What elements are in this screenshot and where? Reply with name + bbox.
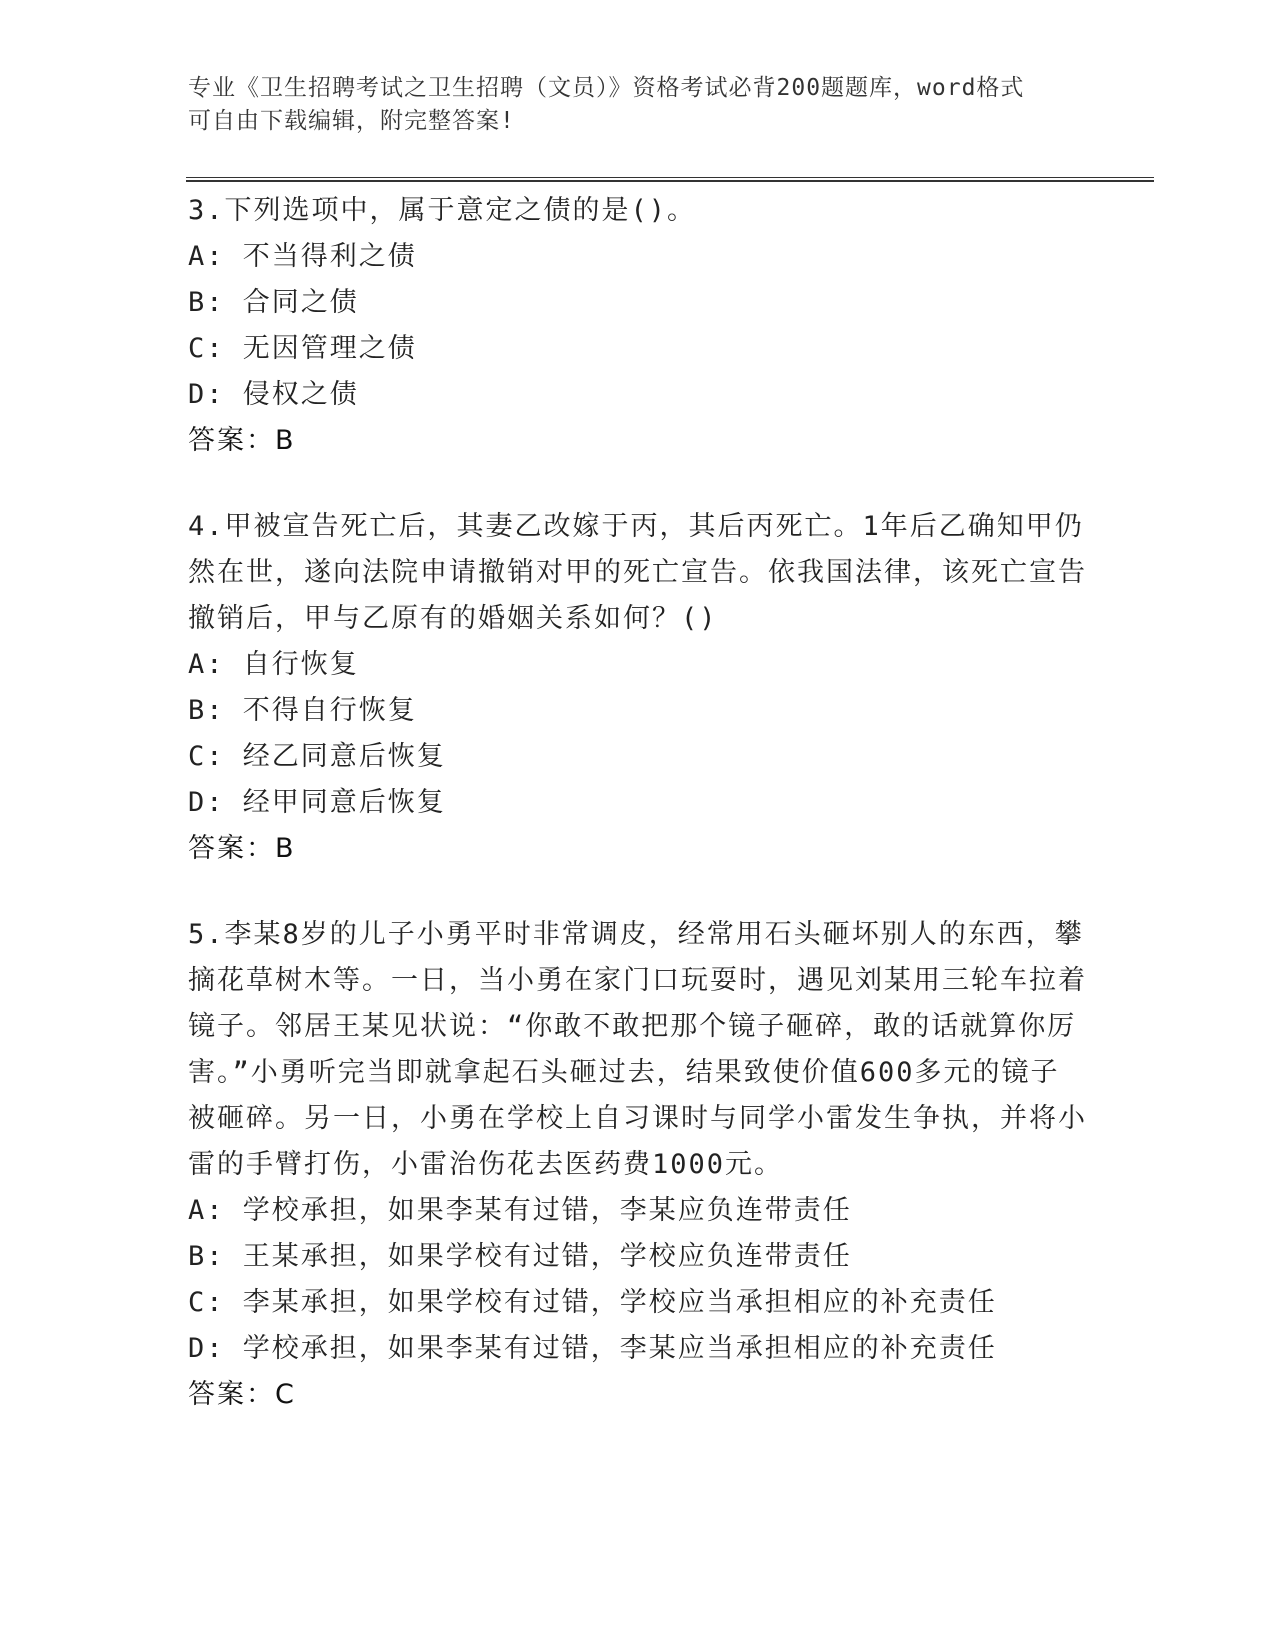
question-3 (188, 188, 1088, 464)
option-a: A: 自行恢复 (188, 649, 359, 680)
header-divider-thin (186, 177, 1154, 178)
option-d: D: 侵权之债 (188, 379, 359, 410)
answer-line: 答案：B (188, 425, 296, 456)
option-a: A: 不当得利之债 (188, 241, 417, 272)
option-b: B: 不得自行恢复 (188, 695, 417, 726)
question-stem: 5.李某8岁的儿子小勇平时非常调皮，经常用石头砸坏别人的东西，攀摘花草树木等。一日，当小勇在家门口玩耍时，遇见刘某用三轮车拉着镜子。邻居王某见状说：“你敢不敢把那个镜子砸碎，敢的话就算你厉害。”小勇听完当即就拿起石头砸过去，结果致使价值600多元的镜子被砸碎。另一日，小勇在学校上自习课时与同学小雷发生争执，并将小雷的手臂打伤，小雷治伤花去医药费1000元。 (188, 919, 1087, 1180)
header-divider-thick (186, 180, 1154, 182)
answer-line: 答案：C (188, 1379, 296, 1410)
option-d: D: 学校承担，如果李某有过错，李某应当承担相应的补充责任 (188, 1333, 997, 1364)
question-stem: 4.甲被宣告死亡后，其妻乙改嫁于丙，其后丙死亡。1年后乙确知甲仍然在世，遂向法院申请撤销对甲的死亡宣告。依我国法律，该死亡宣告撤销后，甲与乙原有的婚姻关系如何？() (188, 511, 1087, 634)
question-4 (188, 504, 1088, 872)
answer-line: 答案：B (188, 833, 296, 864)
question-5 (188, 912, 1088, 1418)
header-title-line-1: 专业《卫生招聘考试之卫生招聘（文员）》资格考试必背200题题库，word格式 (188, 75, 1025, 101)
option-a: A: 学校承担，如果李某有过错，李某应负连带责任 (188, 1195, 852, 1226)
document-header (188, 72, 1088, 138)
option-b: B: 合同之债 (188, 287, 359, 318)
header-title-line-2: 可自由下载编辑，附完整答案! (188, 108, 515, 134)
question-list (188, 188, 1088, 1458)
option-c: C: 经乙同意后恢复 (188, 741, 446, 772)
option-c: C: 无因管理之债 (188, 333, 417, 364)
question-stem: 3.下列选项中，属于意定之债的是()。 (188, 195, 697, 226)
option-d: D: 经甲同意后恢复 (188, 787, 446, 818)
option-b: B: 王某承担，如果学校有过错，学校应负连带责任 (188, 1241, 852, 1272)
option-c: C: 李某承担，如果学校有过错，学校应当承担相应的补充责任 (188, 1287, 997, 1318)
